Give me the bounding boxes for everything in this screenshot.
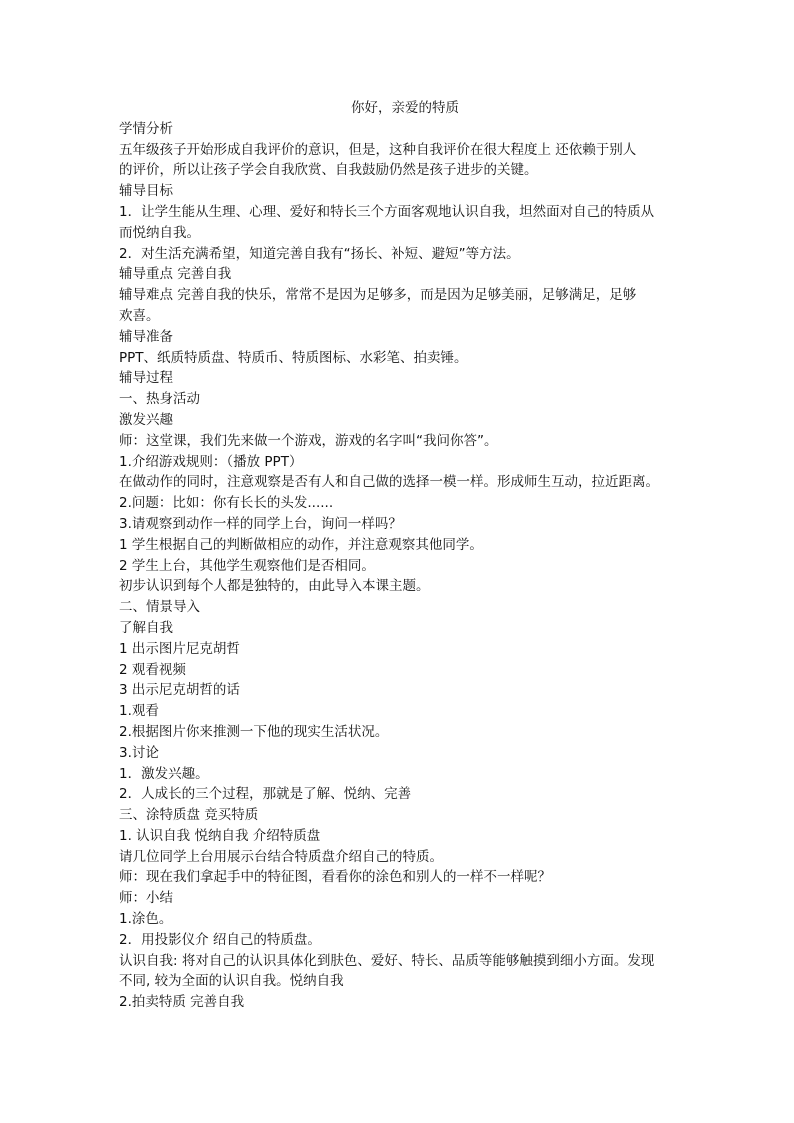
heading-focus: 辅导重点 完善自我 — [119, 266, 232, 283]
heading-process: 辅导过程 — [119, 370, 173, 387]
paragraph-line: 2.拍卖特质 完善自我 — [119, 994, 245, 1011]
paragraph-line: 的评价，所以让孩子学会自我欣赏、自我鼓励仍然是孩子进步的关键。 — [119, 162, 538, 179]
paragraph-line: 2．对生活充满希望，知道完善自我有“扬长、补短、避短”等方法。 — [119, 245, 520, 262]
paragraph-line: 1．让学生能从生理、心理、爱好和特长三个方面客观地认识自我，坦然面对自己的特质从 — [119, 203, 655, 220]
paragraph-line: 而悦纳自我。 — [119, 224, 200, 241]
paragraph-line: 欢喜。 — [119, 307, 160, 324]
paragraph-line: 1. 认识自我 悦纳自我 介绍特质盘 — [119, 827, 321, 844]
section-heading: 一、热身活动 — [119, 391, 200, 408]
paragraph-line: 认识自我: 将对自己的认识具体化到肤色、爱好、特长、品质等能够触摸到细小方面。发现 — [119, 952, 655, 969]
paragraph-line: 3 出示尼克胡哲的话 — [119, 682, 240, 699]
paragraph-line: 2.根据图片你来推测一下他的现实生活状况。 — [119, 723, 389, 740]
paragraph-line: 师：现在我们拿起手中的特征图，看看你的涂色和别人的一样不一样呢？ — [119, 869, 551, 886]
paragraph-line: 激发兴趣 — [119, 411, 173, 428]
paragraph-line: 师：小结 — [119, 890, 173, 907]
paragraph-line: 师：这堂课，我们先来做一个游戏，游戏的名字叫“我问你答”。 — [119, 432, 498, 449]
section-heading: 三、涂特质盘 竞买特质 — [119, 807, 259, 824]
paragraph-line: 辅导难点 完善自我的快乐，常常不是因为足够多，而是因为足够美丽，足够满足，足够 — [119, 287, 637, 304]
paragraph-line: 初步认识到每个人都是独特的，由此导入本课主题。 — [119, 578, 430, 595]
paragraph-line: 2 学生上台，其他学生观察他们是否相同。 — [119, 557, 375, 574]
heading-goals: 辅导目标 — [119, 183, 173, 200]
paragraph-line: 1.介绍游戏规则：（播放 PPT） — [119, 453, 303, 470]
paragraph-line: 2 观看视频 — [119, 661, 186, 678]
paragraph-line: 1.涂色。 — [119, 911, 173, 928]
paragraph-line: 五年级孩子开始形成自我评价的意识，但是，这种自我评价在很大程度上 还依赖于别人 — [119, 141, 637, 158]
paragraph-line: 不同, 较为全面的认识自我。悦纳自我 — [119, 973, 344, 990]
paragraph-line: 2．人成长的三个过程，那就是了解、悦纳、完善 — [119, 786, 412, 803]
paragraph-line: 请几位同学上台用展示台结合特质盘介绍自己的特质。 — [119, 848, 443, 865]
paragraph-line: 1 出示图片尼克胡哲 — [119, 640, 240, 657]
section-heading: 二、情景导入 — [119, 599, 200, 616]
document-title: 你好，亲爱的特质 — [351, 100, 459, 116]
document-body — [119, 119, 691, 1013]
document-page — [119, 98, 691, 1013]
paragraph-line: 2.问题：比如：你有长长的头发...... — [119, 495, 334, 512]
heading-analysis: 学情分析 — [119, 120, 173, 137]
paragraph-line: 在做动作的同时，注意观察是否有人和自己做的选择一模一样。形成师生互动，拉近距离。 — [119, 474, 659, 491]
paragraph-line: 3.请观察到动作一样的同学上台，询问一样吗？ — [119, 515, 402, 532]
paragraph-line: 2．用投影仪介 绍自己的特质盘。 — [119, 931, 321, 948]
paragraph-line: 1.观看 — [119, 703, 159, 720]
paragraph-line: 了解自我 — [119, 619, 173, 636]
heading-preparation: 辅导准备 — [119, 328, 173, 345]
paragraph-line: PPT、纸质特质盘、特质币、特质图标、水彩笔、拍卖锤。 — [119, 349, 468, 366]
paragraph-line: 3.讨论 — [119, 744, 159, 761]
paragraph-line: 1 学生根据自己的判断做相应的动作，并注意观察其他同学。 — [119, 536, 483, 553]
paragraph-line: 1．激发兴趣。 — [119, 765, 209, 782]
